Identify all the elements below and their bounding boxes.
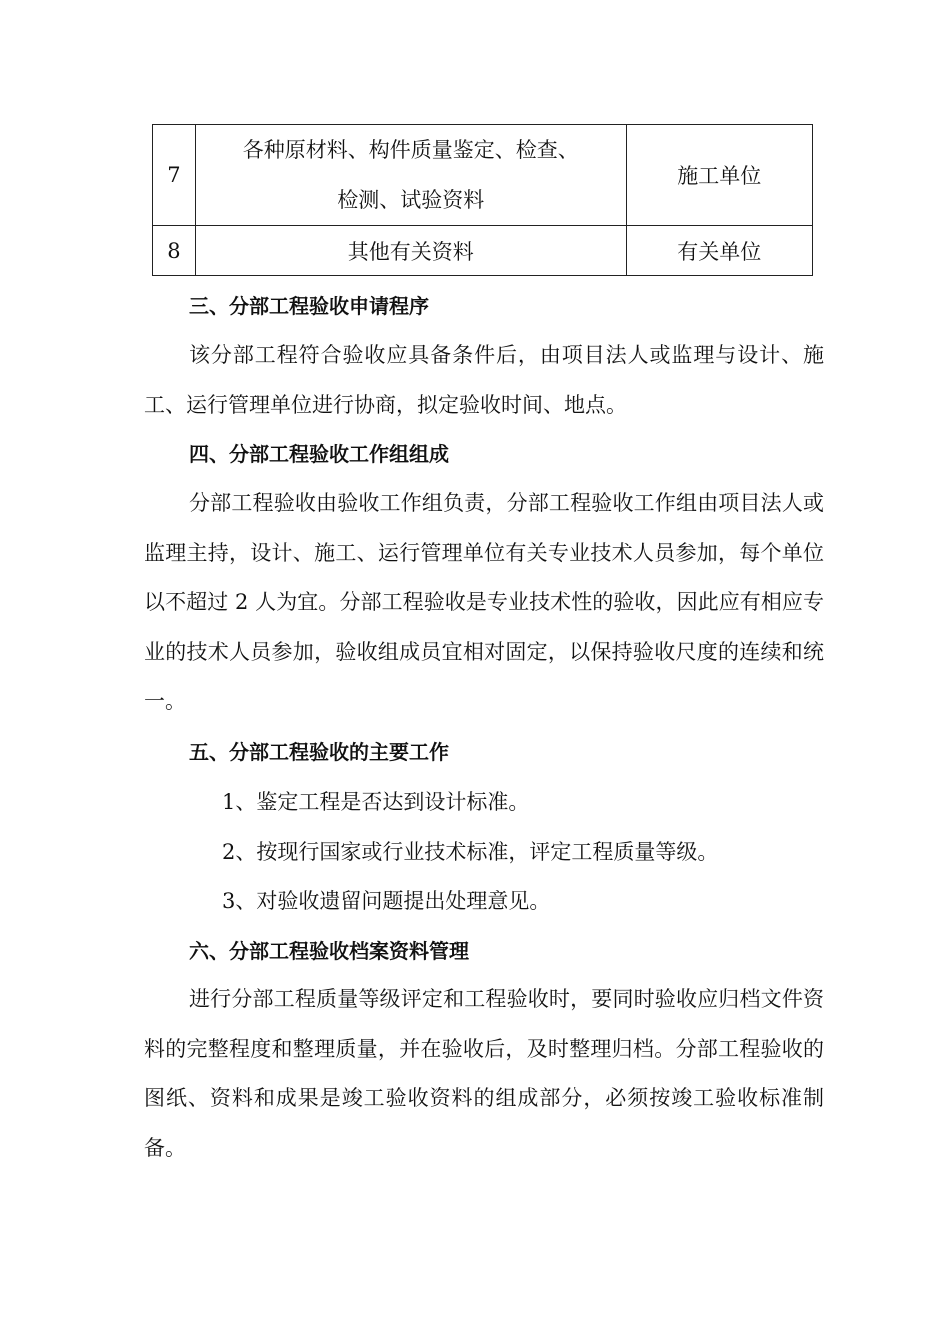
row-unit: 有关单位 [626,226,812,276]
row-number: 8 [153,226,196,276]
section-heading-main-work: 五、分部工程验收的主要工作 [189,740,449,764]
section-paragraph-archives: 进行分部工程质量等级评定和工程验收时，要同时验收应归档文件资料的完整程度和整理质量，并在验收后，及时整理归档。分部工程验收的图纸、资料和成果是竣工验收资料的组成部分，必须按竣工验收标准制备。 [144,987,824,1160]
main-work-item: 2、按现行国家或行业技术标准，评定工程质量等级。 [222,840,719,864]
table-row [153,226,813,276]
main-work-item: 3、对验收遗留问题提出处理意见。 [222,889,551,913]
row-item [195,125,626,226]
materials-table [152,124,813,276]
table-row [153,125,813,226]
row-number: 7 [153,125,196,226]
section-paragraph-working-group: 分部工程验收由验收工作组负责，分部工程验收工作组由项目法人或监理主持，设计、施工、运行管理单位有关专业技术人员参加，每个单位以不超过 2 人为宜。分部工程验收是专业技术性的验收，因此应有相应专业的技术人员参加，验收组成员宜相对固定，以保持验收尺度的连续和统一。 [144,491,824,713]
section-heading-working-group: 四、分部工程验收工作组组成 [189,442,449,466]
section-paragraph-application: 该分部工程符合验收应具备条件后，由项目法人或监理与设计、施工、运行管理单位进行协商，拟定验收时间、地点。 [144,343,824,417]
section-heading-application: 三、分部工程验收申请程序 [189,294,429,318]
row-item-line: 检测、试验资料 [337,188,485,212]
row-unit: 施工单位 [626,125,812,226]
row-item-line: 各种原材料、构件质量鉴定、检查、 [242,138,579,162]
main-work-item: 1、鉴定工程是否达到设计标准。 [222,790,530,814]
row-item: 其他有关资料 [195,226,626,276]
section-heading-archives: 六、分部工程验收档案资料管理 [189,939,469,963]
